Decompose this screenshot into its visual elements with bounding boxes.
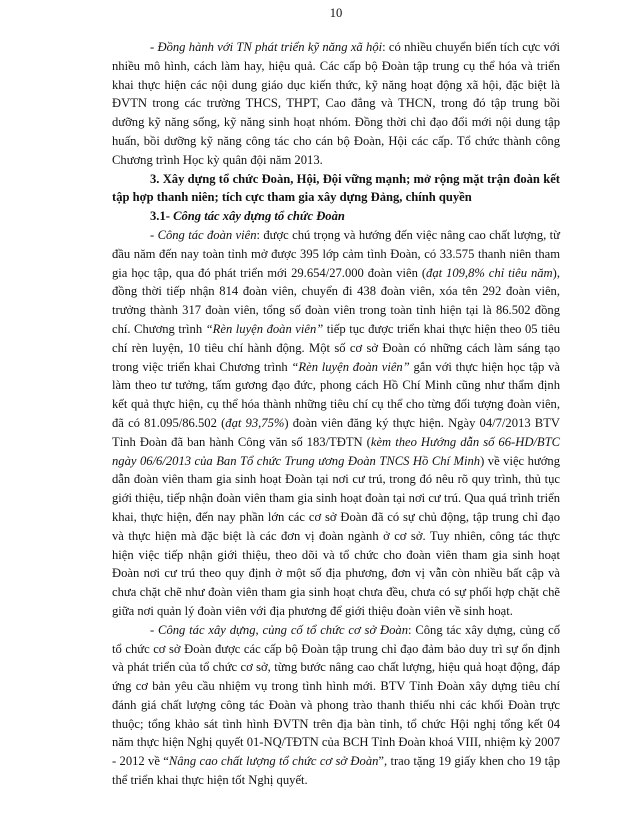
paragraph-text: ), đồng thời tiếp nhận 814 đoàn viên, chuyển đi 438 đoàn viên, xóa tên 292 đoàn viên, trưởng thành 317 đoàn viên, tổng số đoàn viên trong toàn tỉnh hiện tại là 86.502 đồng chí. Chương trình: [112, 265, 560, 336]
paragraph-text: : Công tác xây dựng, củng cố tổ chức cơ sở Đoàn được các cấp bộ Đoàn tập trung chỉ đạo đảm bảo duy trì sự ổn định và phát triển của tổ chức cơ sở, từng bước nâng cao chất lượng, hiệu quả hoạt động, đáp ứng cơ bản yêu cầu nhiệm vụ trong tình hình mới. BTV Tỉnh Đoàn xây dựng tiêu chí đánh giá chất lượng công tác Đoàn và phong trào thanh thiếu nhi các khối Đoàn trực thuộc; tổng khảo sát tình hình ĐVTN trên địa bàn tỉnh, tổ chức Hội nghị tổng kết 04 năm thực hiện Nghị quyết 01-NQ/TĐTN của BCH Tỉnh Đoàn khoá VIII, nhiệm kỳ 2007 - 2012 về “: [112, 622, 560, 769]
paragraph-lead: - Công tác xây dựng, củng cố tổ chức cơ sở Đoàn: [150, 622, 409, 637]
paragraph-italic: “Rèn luyện đoàn viên”: [205, 321, 324, 336]
paragraph-text: ) về việc hướng dẫn đoàn viên tham gia sinh hoạt Đoàn tại nơi cư trú, trong đó nêu rõ quy trình, thủ tục giới thiệu, tiếp nhận đoàn viên tham gia sinh hoạt đoàn tại nơi cư trú. Qua quá trình triển khai, thực hiện, đến nay phần lớn các cơ sở Đoàn đã có sự chủ động, tập trung chỉ đạo và thực hiện mà đặc biệt là các đơn vị đoàn ngành ở cơ sở. Tuy nhiên, công tác thực hiện việc tiếp nhận giới thiệu, theo dõi và tổ chức cho đoàn viên tham gia sinh hoạt Đoàn nơi cư trú theo quy định ở một số địa phương, đơn vị vẫn còn nhiều bất cập và chưa chặt chẽ như đoàn viên tham gia sinh hoạt chưa đều, chưa có sự phối hợp chặt chẽ giữa nơi quản lý đoàn viên với địa phương để giới thiệu đoàn viên về sinh hoạt.: [112, 453, 560, 618]
paragraph-text: ) đoàn viên đăng ký thực hiện. Ngày 04/7/2013 BTV Tỉnh Đoàn đã ban hành Công văn số 183/TĐTN (: [112, 415, 560, 449]
subsection-number: 3.1-: [150, 209, 170, 224]
paragraph-italic: “Rèn luyện đoàn viên”: [291, 359, 410, 374]
paragraph-lead: - Đồng hành với TN phát triển kỹ năng xã hội: [150, 40, 383, 54]
paragraph-italic: đạt 93,75%: [225, 415, 285, 430]
paragraph-italic: đạt 109,8% chỉ tiêu năm: [426, 265, 553, 280]
paragraph-text: ”, trao tặng 19 giấy khen cho 19 tập thể triển khai thực hiện tốt Nghị quyết.: [112, 754, 560, 788]
paragraph-members: [112, 226, 560, 621]
paragraph-text: : được chú trọng và hướng đến việc nâng cao chất lượng, từ đầu năm đến nay toàn tỉnh mở được 395 lớp cảm tình Đoàn, có 33.575 thanh niên tham gia học tập, qua đó phát triển mới 29.654/27.000 đoàn viên (: [112, 227, 560, 280]
paragraph-text: tiếp tục được triển khai thực hiện theo 05 tiêu chí rèn luyện, 10 tiêu chí hành động. Một số cơ sở Đoàn có những cách làm sáng tạo trong việc triển khai Chương trình: [112, 321, 560, 374]
page-number: 10: [329, 6, 343, 20]
paragraph-italic: Nâng cao chất lượng tổ chức cơ sở Đoàn: [168, 754, 379, 769]
subsection-heading-3-1: [112, 207, 560, 226]
paragraph-lead: - Công tác đoàn viên: [150, 227, 257, 242]
paragraph-skills: [112, 38, 560, 170]
paragraph-text: gắn với thực hiện học tập và làm theo tư tưởng, tấm gương đạo đức, phong cách Hồ Chí Minh cũng như thẩm định kết quả thực hiện, cụ thể hóa thành những tiêu chí cụ thể cho từng đối tượng đoàn viên, đã có 81.095/86.502 (: [112, 359, 560, 430]
paragraph-grassroots: [112, 621, 560, 790]
paragraph-text: : có nhiều chuyển biến tích cực với nhiều mô hình, cách làm hay, hiệu quả. Các cấp bộ Đoàn tập trung cụ thể hóa và triển khai thực hiện các nội dung giáo dục kiến thức, kỹ năng hoạt động xã hội, đặc biệt là ĐVTN trong các trường THCS, THPT, Cao đẳng và THCN, trong đó tập trung bồi dưỡng kỹ năng sống, kỹ năng sinh hoạt nhóm. Đồng thời chỉ đạo đổi mới nội dung tập huấn, bồi dưỡng kỹ năng công tác cho cán bộ Đoàn, Hội các cấp. Tổ chức thành công Chương trình Học kỳ quân đội năm 2013.: [112, 40, 560, 167]
paragraph-italic: kèm theo Hướng dẫn số 66-HD/BTC ngày 06/6/2013 của Ban Tổ chức Trung ương Đoàn TNCS Hồ Chí Minh: [112, 434, 561, 468]
subsection-title: Công tác xây dựng tổ chức Đoàn: [169, 209, 345, 224]
section-heading-3: 3. Xây dựng tổ chức Đoàn, Hội, Đội vững mạnh; mở rộng mặt trận đoàn kết tập hợp thanh niên; tích cực tham gia xây dựng Đảng, chính quyền: [112, 171, 560, 205]
